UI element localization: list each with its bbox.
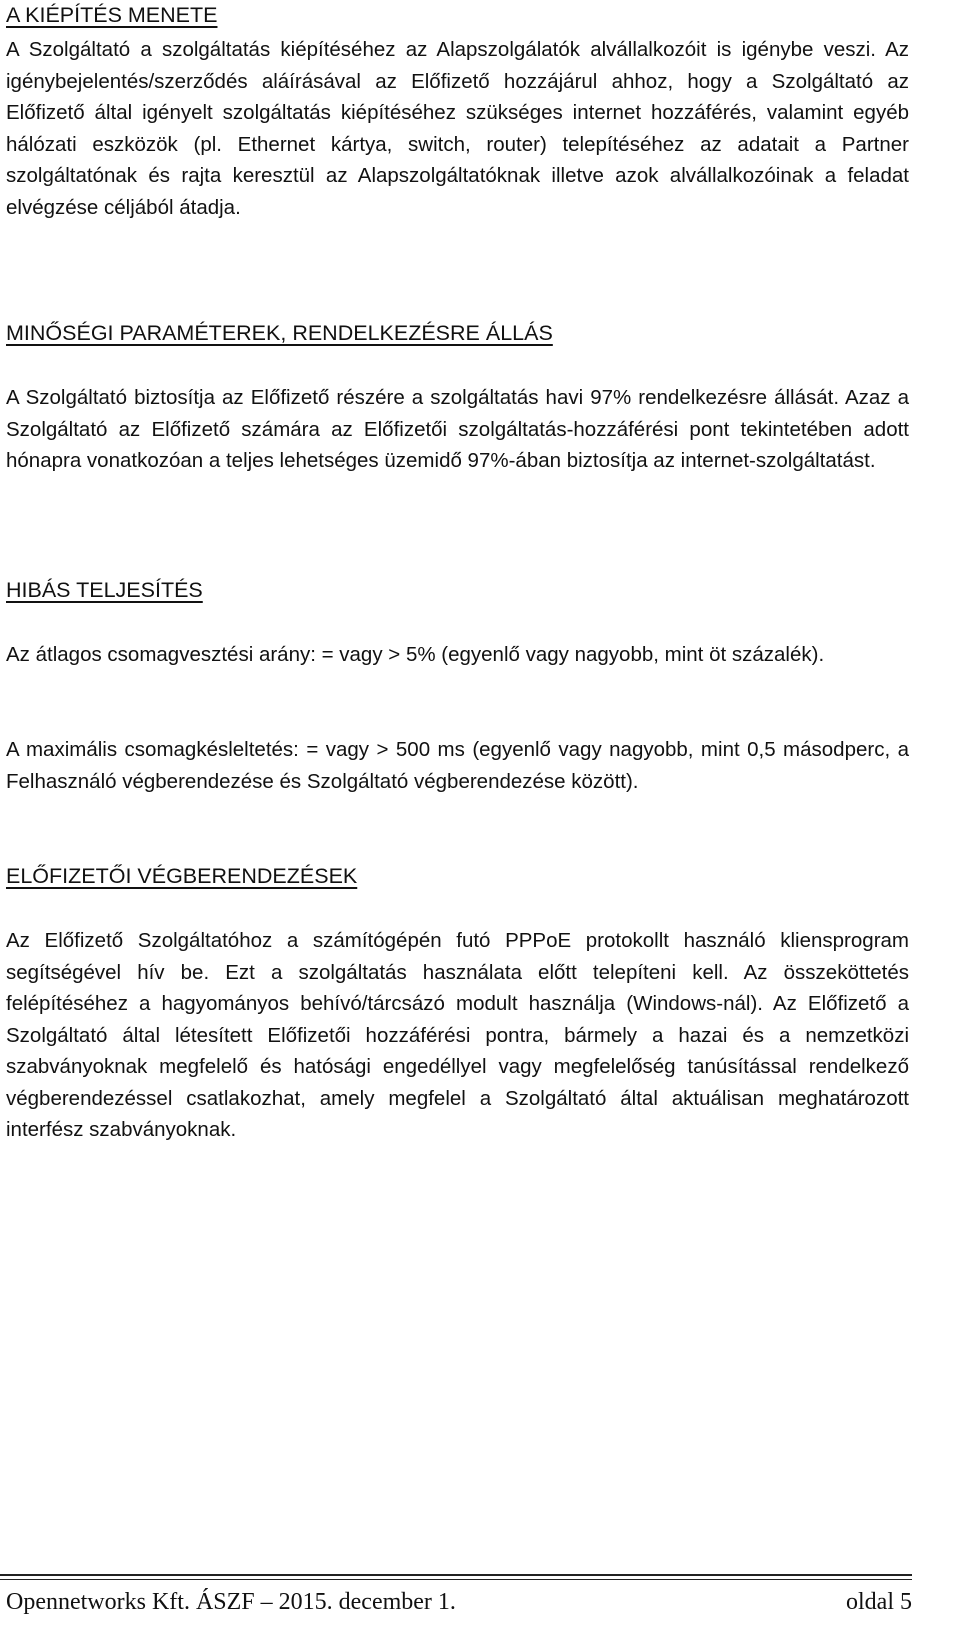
paragraph-rendelkezesre-allas: A Szolgáltató biztosítja az Előfizető részére a szolgáltatás havi 97% rendelkezésre állását. Azaz a Szolgáltató az Előfizető számára az Előfizetői szolgáltatás-hozzáférési pont tekintetében adott hónapra vonatkozóan a teljes lehetséges üzemidő 97%-ában biztosítja az internet-szolgáltatást.	[6, 386, 909, 472]
paragraph-csomagkesleltetes: A maximális csomagkésleltetés: = vagy > 500 ms (egyenlő vagy nagyobb, mint 0,5 másodperc, a Felhasználó végberendezése és Szolgáltató végberendezése között).	[6, 738, 909, 793]
footer-document-title: Opennetworks Kft. ÁSZF – 2015. december 1.	[6, 1589, 456, 1615]
section-heading-hibas-teljesites: HIBÁS TELJESÍTÉS	[6, 578, 203, 602]
footer-page-number: oldal 5	[846, 1589, 912, 1615]
footer-rule-bottom	[0, 1579, 912, 1580]
paragraph-kiepites: A Szolgáltató a szolgáltatás kiépítéséhez az Alapszolgálatók alvállalkozóit is igénybe veszi. Az igénybejelentés/szerződés aláírásával az Előfizető hozzájárul ahhoz, hogy a Szolgáltató az Előfizető által igényelt szolgáltatás kiépítéséhez szükséges internet hozzáférés, valamint egyéb hálózati eszközök (pl. Ethernet kártya, switch, router) telepítéséhez az adatait a Partner szolgáltatónak és rajta keresztül az Alapszolgáltatóknak illetve azok alvállalkozóinak a feladat elvégzése céljából átadja.	[6, 38, 909, 219]
section-heading-kiepites: A KIÉPÍTÉS MENETE	[6, 3, 218, 27]
section-heading-minosegi-parameterek: MINŐSÉGI PARAMÉTEREK, RENDELKEZÉSRE ÁLLÁS	[6, 321, 553, 345]
footer-rule-top	[0, 1574, 912, 1576]
section-heading-elofizetoi-vegberendezesek: ELŐFIZETŐI VÉGBERENDEZÉSEK	[6, 864, 358, 888]
paragraph-vegberendezesek: Az Előfizető Szolgáltatóhoz a számítógépén futó PPPoE protokollt használó kliensprogram segítségével hív be. Ezt a szolgáltatás használata előtt telepíteni kell. Az összeköttetés felépítéséhez a hagyományos behívó/tárcsázó modult használja (Windows-nál). Az Előfizető a Szolgáltató által létesített Előfizetői hozzáférési pontra, bármely a hazai és a nemzetközi szabványoknak megfelelő és hatósági engedéllyel vagy megfelelőség tanúsítással rendelkező végberendezéssel csatlakozhat, amely megfelel a Szolgáltató által aktuálisan meghatározott interfész szabványoknak.	[6, 929, 909, 1141]
paragraph-csomagvesztes: Az átlagos csomagvesztési arány: = vagy > 5% (egyenlő vagy nagyobb, mint öt százalék).	[6, 643, 825, 666]
